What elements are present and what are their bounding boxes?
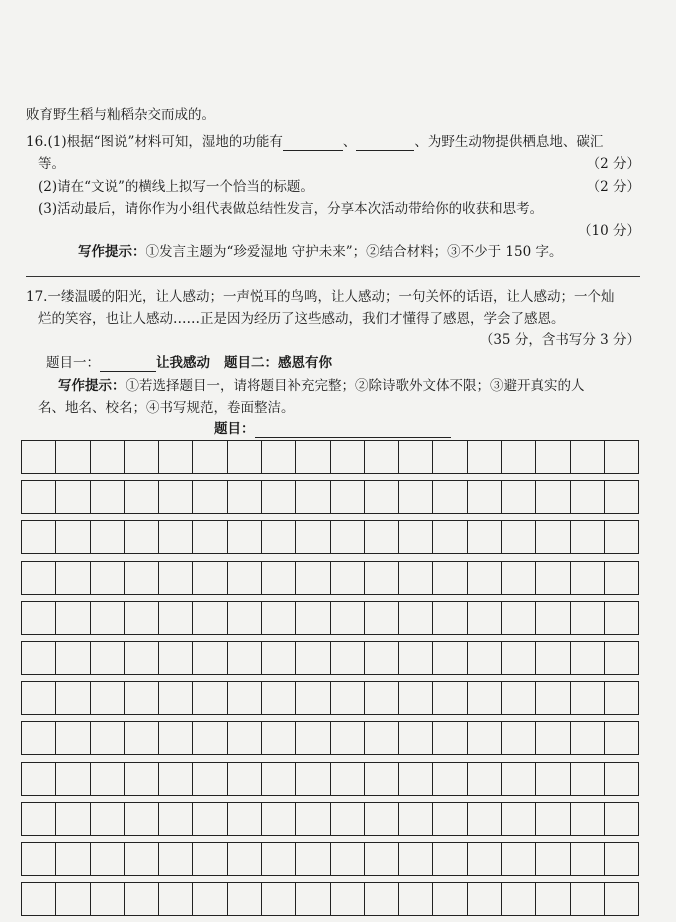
grid-cell[interactable] (262, 722, 296, 754)
q16-part1-prefix: (1)根据“图说”材料可知，湿地的功能有 (47, 134, 283, 150)
grid-cell[interactable] (262, 602, 296, 634)
grid-cell[interactable] (399, 642, 433, 674)
grid-cell[interactable] (228, 562, 262, 594)
grid-cell[interactable] (571, 481, 605, 513)
grid-cell[interactable] (296, 682, 330, 714)
grid-cell[interactable] (262, 521, 296, 553)
grid-cell[interactable] (468, 562, 502, 594)
grid-cell[interactable] (296, 722, 330, 754)
grid-cell[interactable] (502, 521, 536, 553)
grid-row (21, 480, 639, 514)
grid-cell[interactable] (22, 481, 56, 513)
intro-line: 败育野生稻与籼稻杂交而成的。 (26, 107, 215, 123)
q16-part1-suffix: 、为野生动物提供栖息地、碳汇 (414, 134, 604, 150)
grid-cell[interactable] (296, 763, 330, 795)
grid-cell[interactable] (331, 441, 365, 473)
grid-cell[interactable] (399, 843, 433, 875)
q17-hint-text-1: ①若选择题目一，请将题目补充完整；②除诗歌外文体不限；③避开真实的人 (125, 378, 585, 394)
grid-cell[interactable] (571, 521, 605, 553)
grid-cell[interactable] (262, 441, 296, 473)
grid-cell[interactable] (56, 883, 90, 915)
grid-cell[interactable] (228, 883, 262, 915)
grid-cell[interactable] (22, 763, 56, 795)
q17-hint-line1 (58, 377, 640, 395)
grid-cell[interactable] (125, 441, 159, 473)
grid-cell[interactable] (399, 722, 433, 754)
grid-cell[interactable] (159, 441, 193, 473)
grid-cell[interactable] (433, 441, 467, 473)
grid-cell[interactable] (605, 682, 638, 714)
grid-cell[interactable] (365, 803, 399, 835)
grid-cell[interactable] (296, 883, 330, 915)
grid-cell[interactable] (56, 642, 90, 674)
grid-cell[interactable] (193, 441, 227, 473)
grid-row (21, 802, 639, 836)
grid-cell[interactable] (605, 843, 638, 875)
grid-cell[interactable] (605, 722, 638, 754)
grid-cell[interactable] (502, 883, 536, 915)
grid-row (21, 842, 639, 876)
grid-cell[interactable] (433, 521, 467, 553)
grid-cell[interactable] (502, 602, 536, 634)
grid-cell[interactable] (125, 642, 159, 674)
grid-cell[interactable] (262, 642, 296, 674)
grid-cell[interactable] (331, 763, 365, 795)
grid-cell[interactable] (22, 843, 56, 875)
grid-cell[interactable] (605, 441, 638, 473)
q17-line1-text: 一缕温暖的阳光，让人感动；一声悦耳的鸟鸣，让人感动；一句关怀的话语，让人感动；一个灿 (47, 289, 615, 305)
grid-cell[interactable] (331, 803, 365, 835)
grid-cell[interactable] (571, 682, 605, 714)
grid-cell[interactable] (399, 763, 433, 795)
grid-cell[interactable] (22, 803, 56, 835)
grid-cell[interactable] (433, 803, 467, 835)
grid-cell[interactable] (571, 883, 605, 915)
grid-cell[interactable] (262, 883, 296, 915)
grid-cell[interactable] (433, 682, 467, 714)
grid-cell[interactable] (228, 843, 262, 875)
grid-cell[interactable] (296, 602, 330, 634)
grid-cell[interactable] (22, 602, 56, 634)
grid-row (21, 721, 639, 755)
q16-part3-score: （10 分） (578, 223, 640, 239)
q16-part1-sep: 、 (342, 134, 357, 150)
grid-cell[interactable] (468, 722, 502, 754)
grid-cell[interactable] (262, 481, 296, 513)
topic1-suffix: 让我感动 (156, 355, 210, 371)
grid-cell[interactable] (228, 441, 262, 473)
grid-cell[interactable] (331, 562, 365, 594)
q16-blank-2[interactable] (356, 136, 414, 151)
grid-cell[interactable] (296, 481, 330, 513)
grid-row (21, 762, 639, 796)
grid-cell[interactable] (605, 562, 638, 594)
grid-cell[interactable] (193, 803, 227, 835)
grid-cell[interactable] (365, 722, 399, 754)
grid-cell[interactable] (571, 722, 605, 754)
grid-cell[interactable] (193, 602, 227, 634)
grid-cell[interactable] (502, 642, 536, 674)
grid-row (21, 882, 639, 916)
q17-number: 17. (26, 289, 48, 305)
composition-grid (21, 440, 639, 920)
grid-cell[interactable] (433, 722, 467, 754)
grid-cell[interactable] (502, 682, 536, 714)
grid-cell[interactable] (56, 682, 90, 714)
grid-cell[interactable] (571, 441, 605, 473)
grid-cell[interactable] (331, 602, 365, 634)
grid-cell[interactable] (365, 642, 399, 674)
grid-cell[interactable] (228, 682, 262, 714)
grid-cell[interactable] (331, 682, 365, 714)
q17-score: （35 分，含书写分 3 分） (479, 332, 640, 348)
grid-cell[interactable] (605, 763, 638, 795)
grid-cell[interactable] (536, 682, 570, 714)
grid-cell[interactable] (228, 803, 262, 835)
grid-cell[interactable] (365, 441, 399, 473)
grid-cell[interactable] (536, 481, 570, 513)
grid-cell[interactable] (331, 883, 365, 915)
grid-cell[interactable] (125, 763, 159, 795)
grid-cell[interactable] (399, 562, 433, 594)
grid-cell[interactable] (228, 722, 262, 754)
grid-cell[interactable] (91, 763, 125, 795)
grid-cell[interactable] (296, 843, 330, 875)
grid-cell[interactable] (365, 562, 399, 594)
grid-cell[interactable] (605, 481, 638, 513)
grid-cell[interactable] (399, 521, 433, 553)
grid-cell[interactable] (536, 602, 570, 634)
grid-cell[interactable] (605, 883, 638, 915)
grid-cell[interactable] (536, 521, 570, 553)
grid-cell[interactable] (91, 682, 125, 714)
grid-cell[interactable] (56, 562, 90, 594)
grid-cell[interactable] (91, 602, 125, 634)
grid-cell[interactable] (433, 843, 467, 875)
grid-cell[interactable] (536, 763, 570, 795)
grid-cell[interactable] (502, 803, 536, 835)
grid-cell[interactable] (193, 562, 227, 594)
q16-number: 16. (26, 134, 48, 150)
grid-cell[interactable] (262, 843, 296, 875)
grid-row (21, 681, 639, 715)
grid-cell[interactable] (193, 763, 227, 795)
grid-cell[interactable] (125, 722, 159, 754)
grid-cell[interactable] (433, 642, 467, 674)
grid-cell[interactable] (399, 803, 433, 835)
grid-row (21, 520, 639, 554)
q16-part1-score: （2 分） (586, 156, 640, 172)
essay-title-label: 题目： (214, 421, 255, 437)
grid-cell[interactable] (605, 521, 638, 553)
grid-cell[interactable] (193, 843, 227, 875)
grid-cell[interactable] (536, 843, 570, 875)
grid-cell[interactable] (365, 682, 399, 714)
grid-cell[interactable] (365, 481, 399, 513)
grid-row (21, 601, 639, 635)
grid-cell[interactable] (56, 763, 90, 795)
grid-cell[interactable] (571, 562, 605, 594)
grid-cell[interactable] (56, 481, 90, 513)
grid-cell[interactable] (468, 521, 502, 553)
q16-hint (78, 243, 640, 261)
grid-cell[interactable] (262, 682, 296, 714)
grid-cell[interactable] (365, 843, 399, 875)
grid-cell[interactable] (159, 682, 193, 714)
grid-cell[interactable] (296, 803, 330, 835)
q17-line2: 烂的笑容，也让人感动……正是因为经历了这些感动，我们才懂得了感恩，学会了感恩。 (38, 311, 565, 327)
grid-cell[interactable] (399, 602, 433, 634)
grid-cell[interactable] (399, 481, 433, 513)
grid-cell[interactable] (468, 843, 502, 875)
q17-line1 (26, 288, 640, 306)
grid-cell[interactable] (159, 562, 193, 594)
grid-cell[interactable] (125, 562, 159, 594)
grid-cell[interactable] (125, 883, 159, 915)
grid-cell[interactable] (502, 562, 536, 594)
grid-cell[interactable] (22, 562, 56, 594)
grid-cell[interactable] (193, 521, 227, 553)
grid-cell[interactable] (91, 521, 125, 553)
grid-cell[interactable] (228, 602, 262, 634)
grid-cell[interactable] (125, 843, 159, 875)
q16-part1-cont: 等。 (38, 156, 65, 172)
q16-part2: (2)请在“文说”的横线上拟写一个恰当的标题。 (38, 179, 314, 195)
q17-hint-label: 写作提示： (58, 378, 126, 394)
grid-cell[interactable] (331, 722, 365, 754)
grid-cell[interactable] (125, 682, 159, 714)
q17-topics (46, 354, 640, 372)
grid-cell[interactable] (433, 562, 467, 594)
grid-cell[interactable] (56, 843, 90, 875)
grid-cell[interactable] (468, 642, 502, 674)
grid-cell[interactable] (193, 883, 227, 915)
q16-hint-text: ①发言主题为“珍爱湿地 守护未来”；②结合材料；③不少于 150 字。 (145, 244, 563, 260)
grid-cell[interactable] (262, 763, 296, 795)
grid-cell[interactable] (159, 803, 193, 835)
grid-cell[interactable] (433, 883, 467, 915)
grid-cell[interactable] (159, 763, 193, 795)
grid-cell[interactable] (22, 722, 56, 754)
grid-cell[interactable] (193, 722, 227, 754)
grid-cell[interactable] (91, 562, 125, 594)
grid-cell[interactable] (605, 803, 638, 835)
topic2: 题目二：感恩有你 (224, 355, 332, 371)
grid-cell[interactable] (468, 803, 502, 835)
grid-cell[interactable] (331, 642, 365, 674)
grid-row (21, 440, 639, 474)
grid-cell[interactable] (571, 843, 605, 875)
essay-title-blank[interactable] (255, 423, 451, 438)
grid-cell[interactable] (468, 682, 502, 714)
q16-part3: (3)活动最后，请你作为小组代表做总结性发言，分享本次活动带给你的收获和思考。 (38, 201, 544, 217)
grid-cell[interactable] (399, 441, 433, 473)
grid-cell[interactable] (468, 883, 502, 915)
grid-cell[interactable] (125, 521, 159, 553)
grid-cell[interactable] (468, 481, 502, 513)
grid-cell[interactable] (331, 843, 365, 875)
grid-cell[interactable] (331, 521, 365, 553)
grid-cell[interactable] (296, 642, 330, 674)
grid-cell[interactable] (262, 803, 296, 835)
grid-cell[interactable] (468, 602, 502, 634)
grid-cell[interactable] (159, 642, 193, 674)
grid-row (21, 561, 639, 595)
grid-cell[interactable] (56, 722, 90, 754)
grid-cell[interactable] (56, 803, 90, 835)
grid-cell[interactable] (91, 722, 125, 754)
grid-cell[interactable] (22, 642, 56, 674)
grid-cell[interactable] (159, 481, 193, 513)
grid-cell[interactable] (433, 481, 467, 513)
grid-cell[interactable] (228, 642, 262, 674)
grid-cell[interactable] (331, 481, 365, 513)
grid-cell[interactable] (468, 763, 502, 795)
grid-cell[interactable] (605, 642, 638, 674)
grid-cell[interactable] (502, 481, 536, 513)
q16-part2-score: （2 分） (586, 179, 640, 195)
grid-cell[interactable] (571, 803, 605, 835)
grid-cell[interactable] (365, 602, 399, 634)
grid-cell[interactable] (91, 441, 125, 473)
grid-cell[interactable] (365, 883, 399, 915)
grid-cell[interactable] (536, 642, 570, 674)
grid-cell[interactable] (159, 843, 193, 875)
grid-cell[interactable] (91, 883, 125, 915)
grid-cell[interactable] (159, 722, 193, 754)
grid-cell[interactable] (91, 843, 125, 875)
q17-hint-line2: 名、地名、校名；④书写规范，卷面整洁。 (38, 400, 295, 416)
grid-cell[interactable] (605, 602, 638, 634)
grid-cell[interactable] (536, 441, 570, 473)
grid-cell[interactable] (502, 441, 536, 473)
grid-cell[interactable] (536, 562, 570, 594)
grid-cell[interactable] (571, 763, 605, 795)
grid-cell[interactable] (571, 602, 605, 634)
grid-cell[interactable] (468, 441, 502, 473)
grid-cell[interactable] (22, 441, 56, 473)
grid-cell[interactable] (228, 763, 262, 795)
grid-cell[interactable] (433, 763, 467, 795)
grid-cell[interactable] (536, 722, 570, 754)
grid-cell[interactable] (91, 803, 125, 835)
grid-cell[interactable] (365, 763, 399, 795)
grid-cell[interactable] (22, 682, 56, 714)
grid-cell[interactable] (296, 521, 330, 553)
grid-cell[interactable] (365, 521, 399, 553)
grid-cell[interactable] (91, 481, 125, 513)
essay-title-line (214, 420, 640, 438)
grid-cell[interactable] (296, 562, 330, 594)
grid-cell[interactable] (22, 521, 56, 553)
grid-cell[interactable] (399, 883, 433, 915)
grid-cell[interactable] (502, 843, 536, 875)
grid-cell[interactable] (125, 481, 159, 513)
grid-cell[interactable] (159, 602, 193, 634)
grid-cell[interactable] (262, 562, 296, 594)
grid-cell[interactable] (193, 481, 227, 513)
grid-cell[interactable] (296, 441, 330, 473)
topic1-label: 题目一： (46, 355, 100, 371)
grid-cell[interactable] (228, 481, 262, 513)
q16-hint-label: 写作提示： (78, 244, 146, 260)
grid-cell[interactable] (193, 682, 227, 714)
grid-cell[interactable] (399, 682, 433, 714)
grid-cell[interactable] (22, 883, 56, 915)
grid-cell[interactable] (56, 521, 90, 553)
grid-cell[interactable] (536, 803, 570, 835)
grid-row (21, 641, 639, 675)
grid-cell[interactable] (193, 642, 227, 674)
grid-cell[interactable] (502, 763, 536, 795)
grid-cell[interactable] (433, 602, 467, 634)
grid-cell[interactable] (125, 602, 159, 634)
grid-cell[interactable] (91, 642, 125, 674)
grid-cell[interactable] (56, 441, 90, 473)
q16-part1-line (26, 133, 640, 151)
grid-cell[interactable] (228, 521, 262, 553)
grid-cell[interactable] (159, 521, 193, 553)
grid-cell[interactable] (125, 803, 159, 835)
grid-cell[interactable] (571, 642, 605, 674)
grid-cell[interactable] (159, 883, 193, 915)
section-divider (26, 276, 640, 277)
grid-cell[interactable] (536, 883, 570, 915)
grid-cell[interactable] (502, 722, 536, 754)
q16-blank-1[interactable] (283, 136, 343, 151)
topic1-blank[interactable] (100, 357, 156, 372)
grid-cell[interactable] (56, 602, 90, 634)
